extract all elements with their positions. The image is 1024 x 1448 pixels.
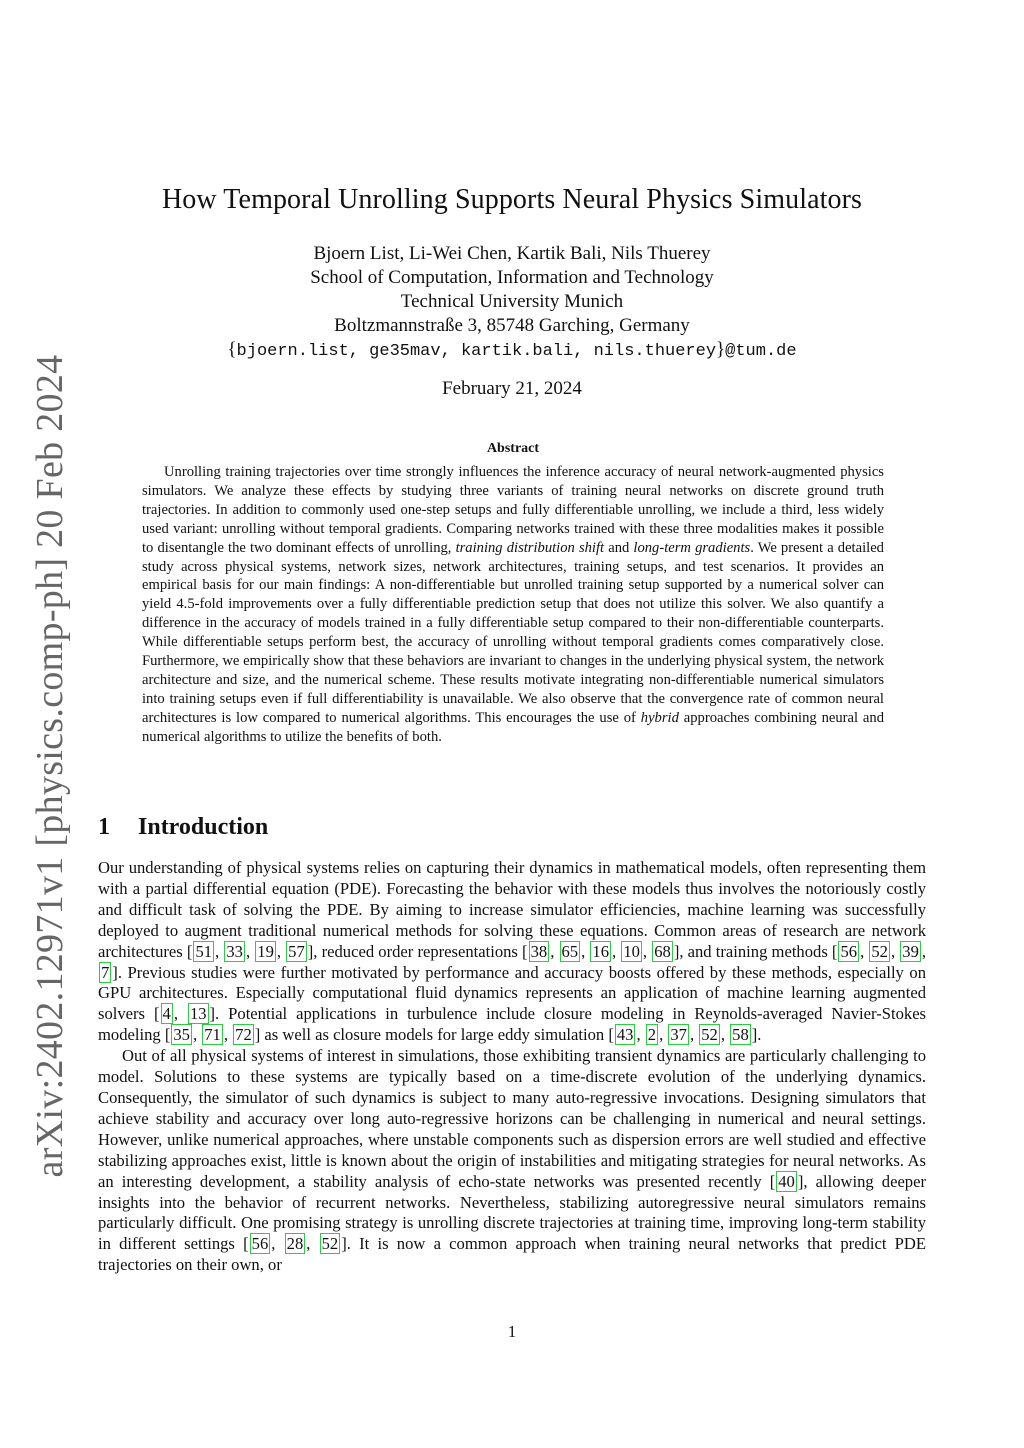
citation-link[interactable]: 52 — [701, 1025, 718, 1045]
email-close-brace: } — [716, 339, 726, 360]
citation-link[interactable]: 56 — [840, 941, 858, 961]
citation-link[interactable]: 28 — [286, 1234, 304, 1254]
citation-link[interactable]: 40 — [778, 1171, 795, 1191]
citation-link[interactable]: 35 — [173, 1025, 190, 1045]
section-number: 1 — [98, 814, 110, 840]
abstract-heading: Abstract — [486, 441, 540, 456]
abstract-text: Unrolling training trajectories over time strongly influences the inference accuracy of neural network-augmented physics simulators. We analyze these effects by studying three variants of training neural networks on discrete ground truth trajectories. In addition to commonly used one-step setups and fully differentiable unrolling, we include a third, less widely used variant: unrolling without temporal gradients. Comparing networks trained with these three modalities makes it possible to disentangle the two dominant effects of unrolling, training distribution shift and long-term gradients. We present a detailed study across physical systems, network sizes, network architectures, training setups, and test scenarios. It provides an empirical basis for our main findings: A non-differentiable but unrolled training setup supported by a numerical solver can yield 4.5-fold improvements over a fully differentiable prediction setup that does not utilize this solver. We also quantify a difference in the accuracy of models trained in a fully differentiable setup compared to their non-differentiable counterparts. While differentiable setups perform best, the accuracy of unrolling without temporal gradients comes comparatively close. Furthermore, we empirically show that these behaviors are invariant to changes in the underlying physical system, the network architecture and size, and the numerical scheme. These results motivate integrating non-differentiable numerical simulators into training setups even if full differentiability is unavailable. We also observe that the convergence rate of common neural architectures is low compared to numerical algorithms. This encourages the use of hybrid approaches combining neural and numerical algorithms to utilize the benefits of both. — [142, 464, 884, 745]
arxiv-sidebar-stamp — [24, 354, 76, 1178]
paper-date: February 21, 2024 — [442, 378, 582, 399]
email-open-brace: { — [227, 339, 237, 360]
affiliation-school: School of Computation, Information and Technology — [310, 267, 714, 288]
abstract-section — [142, 441, 884, 747]
citation-link[interactable]: 7 — [101, 962, 110, 982]
citation-link[interactable]: 72 — [235, 1025, 252, 1045]
intro-paragraph-2: Out of all physical systems of interest in simulations, those exhibiting transient dynamics are particularly challenging to model. Solutions to these systems are typically based on a time-discrete evolution of the underlying dynamics. Consequently, the simulator of such dynamics is subject to many auto-regressive invocations. Designing simulators that achieve stability and accuracy over long auto-regressive horizons can be challenging in numerical and neural settings. However, unlike numerical approaches, where unstable components such as dispersion errors are well studied and effective stabilizing approaches exist, little is known about the origin of instabilities and mitigating strategies for neural networks. As an interesting development, a stability analysis of echo-state networks was presented recently [ 40 ], allowing deeper insights into the behavior of recurrent networks. Nevertheless, stabilizing autoregressive neural simulators remains particularly difficult. One promising strategy is unrolling discrete trajectories at training time, improving long-term stability in different settings [ 56 , 28 , 52 ]. It is now a common approach when training neural networks that predict PDE trajectories on their own, or — [98, 1046, 927, 1275]
citation-link[interactable]: 33 — [226, 941, 243, 961]
citation-link[interactable]: 65 — [561, 941, 579, 961]
citation-link[interactable]: 39 — [902, 941, 919, 961]
affiliation-university: Technical University Munich — [400, 291, 624, 312]
section-title: Introduction — [138, 814, 269, 840]
arxiv-id-text: arXiv:2402.12971v1 [physics.comp-ph] 20 Feb 2024 — [29, 354, 71, 1178]
citation-link[interactable]: 56 — [251, 1234, 269, 1254]
citation-link[interactable]: 71 — [204, 1025, 221, 1045]
citation-link[interactable]: 58 — [732, 1025, 749, 1045]
citation-link[interactable]: 43 — [616, 1025, 634, 1045]
author-block — [98, 242, 926, 364]
citation-link[interactable]: 38 — [530, 941, 548, 961]
citation-link[interactable]: 52 — [321, 1234, 339, 1254]
affiliation-address: Boltzmannstraße 3, 85748 Garching, Germany — [334, 315, 690, 336]
intro-paragraph-1: Our understanding of physical systems relies on capturing their dynamics in mathematical models, often representing them with a partial differential equation (PDE). Forecasting the behavior with these models thus involves the notoriously costly and difficult task of solving the PDE. By aiming to increase simulator efficiencies, machine learning was successfully deployed to augment traditional numerical methods for solving these equations. Common areas of research are network architectures [ 51 , 33 , 19 , 57 ], reduced order representations [ 38 , 65 , 16 , 10 , 68 ], and training methods [ 56 , 52 , 39 , 7 ]. Previous studies were further motivated by performance and accuracy boosts offered by these methods, especially on GPU architectures. Especially computational fluid dynamics represents an application of machine learning augmented solvers [ 4 , 13 ]. Potential applications in turbulence include closure modeling in Reynolds-averaged Navier-Stokes modeling [ 35 , 71 , 72 ] as well as closure models for large eddy simulation [ 43 , 2 , 37 , 52 , 58 ]. — [98, 858, 927, 1045]
email-domain: @tum.de — [725, 342, 797, 361]
citation-link[interactable]: 57 — [288, 941, 305, 961]
introduction-body — [98, 858, 926, 1276]
email-users: bjoern.list, ge35mav, kartik.bali, nils.thuerey — [236, 342, 717, 361]
paper-title: How Temporal Unrolling Supports Neural Physics Simulators — [161, 184, 863, 215]
citation-link[interactable]: 52 — [871, 941, 888, 961]
author-names: Bjoern List, Li-Wei Chen, Kartik Bali, Nils Thuerey — [313, 243, 711, 264]
citation-link[interactable]: 13 — [189, 1004, 207, 1024]
citation-link[interactable]: 68 — [654, 941, 671, 961]
citation-link[interactable]: 2 — [647, 1025, 657, 1045]
citation-link[interactable]: 16 — [592, 941, 609, 961]
citation-link[interactable]: 19 — [257, 941, 274, 961]
citation-link[interactable]: 51 — [195, 941, 213, 961]
author-emails[interactable] — [98, 338, 926, 364]
section-heading-introduction — [98, 814, 926, 841]
citation-link[interactable]: 37 — [670, 1025, 687, 1045]
citation-link[interactable]: 4 — [162, 1004, 171, 1024]
citation-link[interactable]: 10 — [623, 941, 640, 961]
page-number: 1 — [507, 1322, 517, 1341]
